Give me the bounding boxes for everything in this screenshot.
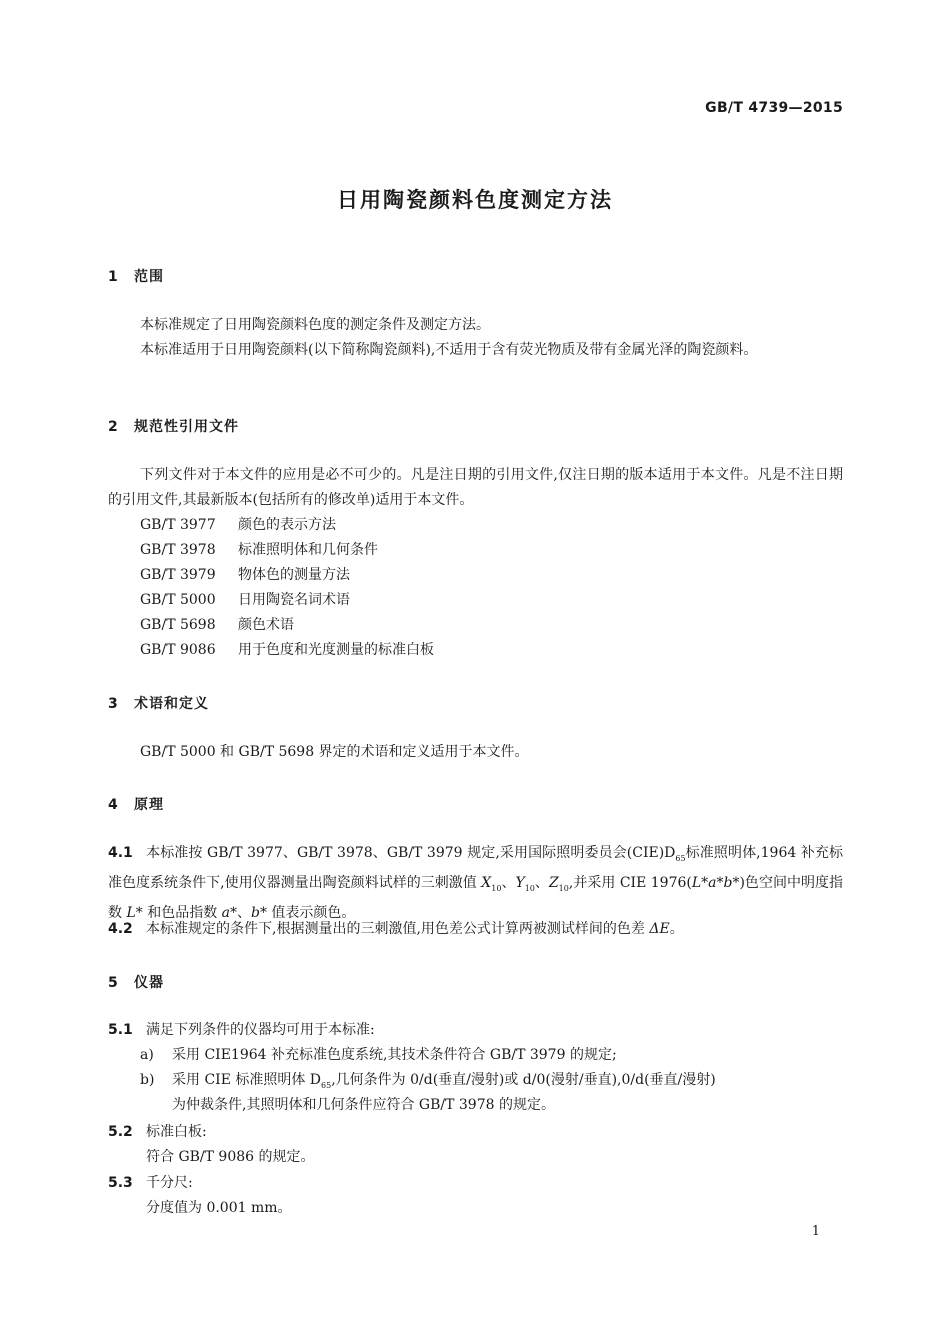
- subscript-65: 65: [675, 853, 686, 863]
- section-1-number: 1: [108, 269, 119, 285]
- list-item-a-text: 采用 CIE1964 补充标准色度系统,其技术条件符合 GB/T 3979 的规定;: [172, 1047, 617, 1063]
- subscript-10: 10: [558, 883, 569, 893]
- section-2-title: 规范性引用文件: [134, 419, 239, 435]
- reference-item: [140, 538, 434, 563]
- symbol-lab: L*a*b*: [691, 874, 740, 891]
- reference-item: [140, 513, 434, 538]
- clause-5-3-detail: 分度值为 0.001 mm。: [146, 1200, 292, 1216]
- section-3-number: 3: [108, 696, 119, 712]
- symbol-l-star: L*: [126, 904, 143, 921]
- reference-code: GB/T 9086: [140, 642, 216, 658]
- reference-item: [140, 588, 434, 613]
- list-item-a-label: a): [140, 1047, 154, 1063]
- separator: 、: [534, 874, 549, 891]
- clause-5-2: [108, 1120, 207, 1145]
- clause-4-1-text-e: 和色品指数: [142, 904, 222, 921]
- subscript-10: 10: [491, 883, 502, 893]
- reference-item: [140, 638, 434, 663]
- clause-4-1: [108, 841, 843, 926]
- section-3-heading: [108, 693, 209, 713]
- subscript-65: 65: [321, 1080, 332, 1090]
- separator: 、: [237, 904, 252, 921]
- section-3-para-1: GB/T 5000 和 GB/T 5698 界定的术语和定义适用于本文件。: [140, 744, 529, 760]
- clause-4-2: [108, 917, 843, 942]
- reference-title: 颜色的表示方法: [238, 517, 336, 533]
- section-1-title: 范围: [134, 269, 164, 285]
- reference-title: 用于色度和光度测量的标准白板: [238, 642, 434, 658]
- clause-4-1-text-b: 标准照明体,1964 补充标准色度系统条件下,使用仪器测量出陶瓷颜料试样的三刺激值: [108, 845, 844, 891]
- reference-title: 物体色的测量方法: [238, 567, 350, 583]
- clause-4-1-text-a: 本标准按 GB/T 3977、GB/T 3978、GB/T 3979 规定,采用国际照明委员会(CIE)D: [146, 845, 676, 861]
- clause-5-2-text: 标准白板:: [146, 1124, 207, 1140]
- clause-5-2-detail: 符合 GB/T 9086 的规定。: [146, 1149, 315, 1165]
- symbol-x: X: [481, 874, 492, 891]
- standard-code: GB/T 4739—2015: [705, 100, 843, 116]
- clause-4-2-text: 本标准规定的条件下,根据测量出的三刺激值,用色差公式计算两被测试样间的色差: [146, 921, 650, 937]
- section-3-title: 术语和定义: [134, 696, 209, 712]
- list-item-b-label: b): [140, 1072, 155, 1088]
- section-5-number: 5: [108, 975, 119, 991]
- symbol-y: Y: [515, 874, 525, 891]
- clause-5-1-number: 5.1: [108, 1022, 133, 1038]
- reference-code: GB/T 3979: [140, 567, 216, 583]
- list-item-b-continuation: 为仲裁条件,其照明体和几何条件应符合 GB/T 3978 的规定。: [172, 1097, 555, 1113]
- clause-4-1-text-c: ,并采用 CIE 1976(: [568, 874, 692, 891]
- section-1-para-1: 本标准规定了日用陶瓷颜料色度的测定条件及测定方法。: [140, 317, 490, 333]
- section-1-para-2: 本标准适用于日用陶瓷颜料(以下简称陶瓷颜料),不适用于含有荧光物质及带有金属光泽的陶瓷颜料。: [140, 342, 758, 358]
- section-4-number: 4: [108, 797, 119, 813]
- reference-title: 标准照明体和几何条件: [238, 542, 378, 558]
- reference-list: [140, 513, 434, 663]
- clause-5-3-text: 千分尺:: [146, 1175, 193, 1191]
- symbol-b-star: b*: [251, 904, 267, 921]
- section-2-number: 2: [108, 419, 119, 435]
- subscript-10: 10: [524, 883, 535, 893]
- clause-4-1-text-d: )色空间中明度指数: [108, 874, 844, 921]
- reference-code: GB/T 3977: [140, 517, 216, 533]
- clause-5-3-number: 5.3: [108, 1175, 133, 1191]
- clause-5-1-text: 满足下列条件的仪器均可用于本标准:: [146, 1022, 375, 1038]
- section-2-heading: [108, 416, 239, 436]
- reference-item: [140, 563, 434, 588]
- section-1-heading: [108, 266, 164, 286]
- section-4-title: 原理: [134, 797, 164, 813]
- symbol-z: Z: [548, 874, 559, 891]
- section-5-title: 仪器: [134, 975, 164, 991]
- section-4-heading: [108, 794, 164, 814]
- reference-title: 日用陶瓷名词术语: [238, 592, 350, 608]
- clause-4-1-text-f: 值表示颜色。: [266, 904, 356, 921]
- reference-code: GB/T 5000: [140, 592, 216, 608]
- reference-code: GB/T 5698: [140, 617, 216, 633]
- clause-5-3: [108, 1171, 193, 1196]
- clause-4-2-number: 4.2: [108, 921, 133, 937]
- list-item-b-text-2: ,几何条件为 0/d(垂直/漫射)或 d/0(漫射/垂直),0/d(垂直/漫射): [331, 1072, 716, 1088]
- page-number: 1: [811, 1224, 820, 1239]
- list-item-a: [140, 1043, 617, 1068]
- reference-item: [140, 613, 434, 638]
- clause-5-2-number: 5.2: [108, 1124, 133, 1140]
- section-2-intro: 下列文件对于本文件的应用是必不可少的。凡是注日期的引用文件,仅注日期的版本适用于本文件。凡是不注日期的引用文件,其最新版本(包括所有的修改单)适用于本文件。: [108, 467, 843, 508]
- separator: 、: [501, 874, 516, 891]
- symbol-a-star: a*: [221, 904, 238, 921]
- reference-code: GB/T 3978: [140, 542, 216, 558]
- reference-title: 颜色术语: [238, 617, 294, 633]
- symbol-delta-e: ΔE: [649, 921, 670, 937]
- clause-5-1: [108, 1018, 375, 1043]
- list-item-b-text-1: 采用 CIE 标准照明体 D: [172, 1072, 322, 1088]
- clause-4-1-number: 4.1: [108, 845, 133, 861]
- section-5-heading: [108, 972, 164, 992]
- clause-4-2-end: 。: [669, 921, 684, 937]
- document-title: 日用陶瓷颜料色度测定方法: [337, 188, 613, 212]
